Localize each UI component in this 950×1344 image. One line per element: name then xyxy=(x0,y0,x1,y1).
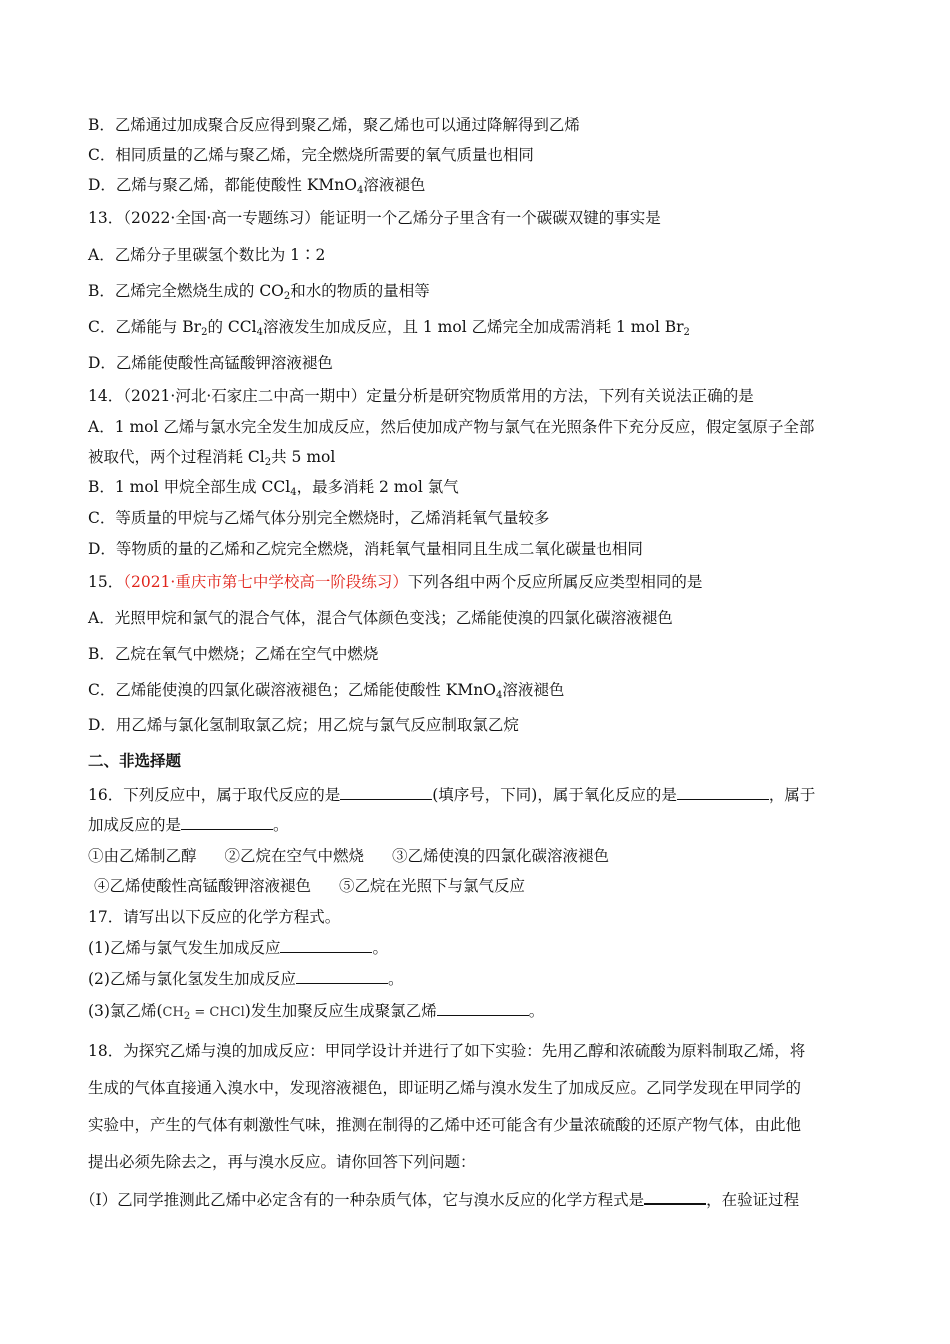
q15-option-b: B．乙烷在氧气中燃烧；乙烯在空气中燃烧 xyxy=(88,645,379,663)
answer-blank[interactable] xyxy=(644,1188,706,1205)
q15-option-d: D．用乙烯与氯化氢制取氯乙烷；用乙烷与氯气反应制取氯乙烷 xyxy=(88,716,519,734)
q17-sub1: (1)乙烯与氯气发生加成反应 。 xyxy=(88,939,388,957)
q12-option-c: C．相同质量的乙烯与聚乙烯，完全燃烧所需要的氧气质量也相同 xyxy=(88,146,534,164)
chloroethylene-formula: $CH_2$ = CHCl xyxy=(162,1005,245,1022)
q18-line3: 实验中，产生的气体有刺激性气味，推测在制得的乙烯中还可能含有少量浓硫酸的还原产物气体，由此他 xyxy=(88,1116,802,1134)
q17-stem: 17．请写出以下反应的化学方程式。 xyxy=(88,908,341,926)
q18-line2: 生成的气体直接通入溴水中，发现溶液褪色，即证明乙烯与溴水发生了加成反应。乙同学发现在甲同学的 xyxy=(88,1079,802,1097)
q12-option-d: D．乙烯与聚乙烯，都能使酸性 KMnO4溶液褪色 xyxy=(88,176,426,196)
q13-option-a: A．乙烯分子里碳氢个数比为 1∶2 xyxy=(88,246,326,264)
q15-option-a: A．光照甲烷和氯气的混合气体，混合气体颜色变浅；乙烯能使溴的四氯化碳溶液褪色 xyxy=(88,609,673,627)
q15-stem: 15．（2021·重庆市第七中学校高一阶段练习）下列各组中两个反应所属反应类型相同的是 xyxy=(88,573,703,591)
q16-stem-line1: 16．下列反应中，属于取代反应的是 (填序号，下同)，属于氧化反应的是 ，属于 xyxy=(88,786,816,804)
q18-line4: 提出必须先除去之，再与溴水反应。请你回答下列问题： xyxy=(88,1153,476,1171)
answer-blank[interactable] xyxy=(181,814,273,830)
answer-blank[interactable] xyxy=(677,784,769,800)
answer-blank[interactable] xyxy=(280,937,372,953)
q18-line1: 18．为探究乙烯与溴的加成反应：甲同学设计并进行了如下实验：先用乙醇和浓硫酸为原料制取乙烯，将 xyxy=(88,1042,806,1060)
q13-option-c: C．乙烯能与 Br2的 CCl4溶液发生加成反应，且 1 mol 乙烯完全加成需消耗 1 mol Br2 xyxy=(88,318,690,338)
q13-option-d: D．乙烯能使酸性高锰酸钾溶液褪色 xyxy=(88,354,333,372)
q17-sub3: (3)氯乙烯($CH_2$ = CHCl)发生加聚反应生成聚氯乙烯 。 xyxy=(88,1002,545,1022)
q13-option-b: B．乙烯完全燃烧生成的 CO2和水的物质的量相等 xyxy=(88,282,430,302)
q14-option-a-line2: 被取代，两个过程消耗 Cl2共 5 mol xyxy=(88,448,336,468)
q14-option-b: B．1 mol 甲烷全部生成 CCl4，最多消耗 2 mol 氯气 xyxy=(88,478,459,498)
q16-stem-line2: 加成反应的是 。 xyxy=(88,816,289,834)
q13-stem: 13．（2022·全国·高一专题练习）能证明一个乙烯分子里含有一个碳碳双键的事实是 xyxy=(88,209,661,227)
q16-options-row2: ④乙烯使酸性高锰酸钾溶液褪色 ⑤乙烷在光照下与氯气反应 xyxy=(94,877,526,895)
section-title: 二、非选择题 xyxy=(88,751,182,770)
q14-option-d: D．等物质的量的乙烯和乙烷完全燃烧，消耗氧气量相同且生成二氧化碳量也相同 xyxy=(88,540,643,558)
answer-blank[interactable] xyxy=(296,968,388,984)
q16-options-row1: ①由乙烯制乙醇 ②乙烷在空气中燃烧 ③乙烯使溴的四氯化碳溶液褪色 xyxy=(88,847,610,865)
q14-option-a-line1: A．1 mol 乙烯与氯水完全发生加成反应，然后使加成产物与氯气在光照条件下充分反应，假定氢原子全部 xyxy=(88,418,815,436)
q17-sub2: (2)乙烯与氯化氢发生加成反应 。 xyxy=(88,970,404,988)
q14-option-c: C．等质量的甲烷与乙烯气体分别完全燃烧时，乙烯消耗氧气量较多 xyxy=(88,509,550,527)
q15-option-c: C．乙烯能使溴的四氯化碳溶液褪色；乙烯能使酸性 KMnO4溶液褪色 xyxy=(88,681,565,701)
q15-source: （2021·重庆市第七中学校高一阶段练习） xyxy=(123,573,408,591)
answer-blank[interactable] xyxy=(340,784,432,800)
q14-stem: 14．（2021·河北·石家庄二中高一期中）定量分析是研究物质常用的方法，下列有关说法正确的是 xyxy=(88,387,754,405)
q12-option-b: B．乙烯通过加成聚合反应得到聚乙烯，聚乙烯也可以通过降解得到乙烯 xyxy=(88,116,580,134)
q18-part1: （Ⅰ）乙同学推测此乙烯中必定含有的一种杂质气体，它与溴水反应的化学方程式是 ，在验证过程 xyxy=(80,1188,799,1211)
answer-blank[interactable] xyxy=(437,1000,529,1016)
